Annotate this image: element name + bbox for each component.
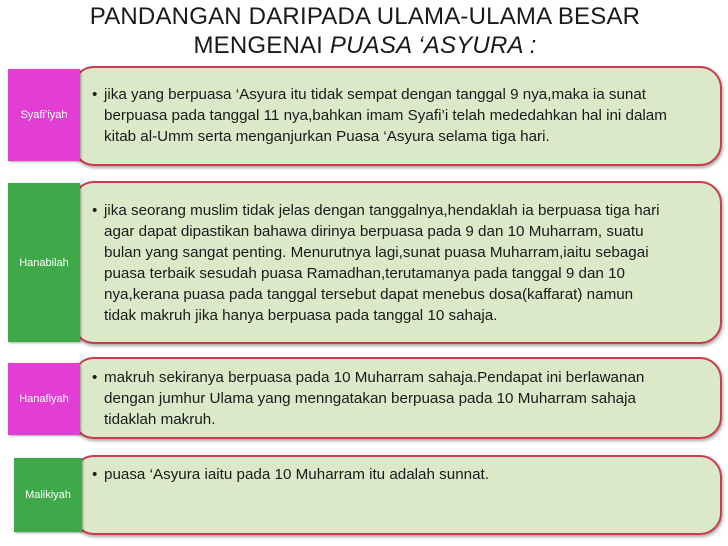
madhhab-label: Syafi’iyah: [20, 109, 68, 121]
madhhab-label: Hanafiyah: [19, 393, 69, 405]
title-line-2-prefix: MENGENAI: [193, 32, 330, 59]
madhhab-tag-hanafiyah: [8, 363, 80, 435]
madhhab-label: Malikiyah: [25, 489, 71, 501]
opinion-text: jika seorang muslim tidak jelas dengan tanggalnya,hendaklah ia berpuasa tiga hari agar dapat dipastikan bahawa dirinya berpuasa pada 9 dan 10 Muharram, suatu bulan yang sangat penting. Menurutnya lagi,sunat puasa Muharram,iaitu sebagai puasa terbaik sesudah puasa Ramadhan,terutamanya pada tanggal 9 dan 10 nya,kerana puasa pada tanggal tersebut dapat menebus dosa(kaffarat) namun tidak makruh jika hanya berpuasa pada tanggal 10 sahaja.: [104, 202, 660, 324]
opinion-item: [92, 84, 704, 147]
opinion-text: puasa ‘Asyura iaitu pada 10 Muharram itu adalah sunnat.: [104, 466, 489, 483]
opinion-box-hanabilah: [72, 181, 722, 344]
slide-title: [60, 2, 670, 60]
title-line-2: [60, 31, 670, 60]
bullet: •: [92, 369, 98, 386]
opinion-box-syafiiyah: [72, 66, 722, 166]
opinion-text: jika yang berpuasa ‘Asyura itu tidak sempat dengan tanggal 9 nya,maka ia sunat berpuasa pada tanggal 11 nya,bahkan imam Syafi’i telah mededahkan hal ini dalam kitab al-Umm serta menganjurkan Puasa ‘Asyura selama tiga hari.: [104, 86, 667, 145]
opinion-item: [92, 464, 704, 485]
madhhab-label: Hanabilah: [19, 256, 69, 269]
bullet: •: [92, 86, 98, 103]
opinion-text: makruh sekiranya berpuasa pada 10 Muharram sahaja.Pendapat ini berlawanan dengan jumhur Ulama yang menngatakan berpuasa pada 10 Muharram sahaja tidaklah makruh.: [104, 369, 645, 428]
madhhab-tag-hanabilah: [8, 183, 80, 342]
title-line-2-italic: PUASA ‘ASYURA :: [329, 32, 537, 59]
bullet: •: [92, 466, 98, 483]
row-hanabilah: [0, 181, 728, 344]
opinion-box-hanafiyah: [72, 357, 722, 439]
opinion-box-malikiyah: [72, 455, 722, 535]
title-line-1: PANDANGAN DARIPADA ULAMA-ULAMA BESAR: [89, 3, 641, 30]
opinion-item: [92, 367, 704, 430]
row-hanafiyah: [0, 357, 728, 439]
bullet: •: [92, 202, 98, 219]
row-malikiyah: [0, 455, 728, 535]
madhhab-tag-malikiyah: [14, 458, 82, 532]
madhhab-tag-syafiiyah: [8, 69, 80, 161]
opinion-item: [92, 200, 704, 326]
row-syafiiyah: [0, 66, 728, 166]
